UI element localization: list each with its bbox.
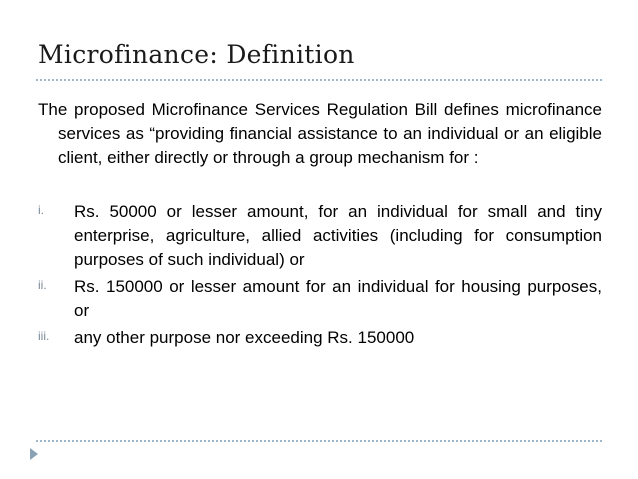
list-item — [38, 275, 602, 323]
definition-list — [38, 200, 602, 350]
list-item — [38, 200, 602, 272]
intro-paragraph — [38, 98, 602, 170]
list-item-text: any other purpose nor exceeding Rs. 150000 — [74, 328, 415, 347]
list-item-text: Rs. 150000 or lesser amount for an individual for housing purposes, or — [74, 277, 602, 320]
list-item-number: ii. — [38, 278, 47, 292]
title-divider — [36, 79, 602, 81]
list-item-number: i. — [38, 203, 44, 217]
slide-title: Microfinance: Definition — [38, 40, 355, 69]
footer-divider — [36, 440, 602, 442]
list-item — [38, 326, 602, 350]
triangle-right-icon[interactable] — [30, 448, 38, 460]
list-item-text: Rs. 50000 or lesser amount, for an individual for small and tiny enterprise, agriculture, allied activities (including for consumption purposes of such individual) or — [74, 202, 602, 269]
list-item-number: iii. — [38, 329, 50, 343]
intro-rest: microfinance services as “providing financial assistance to an individual or an eligible client, either directly or through a group mechanism for : — [58, 100, 602, 167]
intro-first-line: The proposed Microfinance Services Regulation Bill defines — [38, 100, 499, 119]
